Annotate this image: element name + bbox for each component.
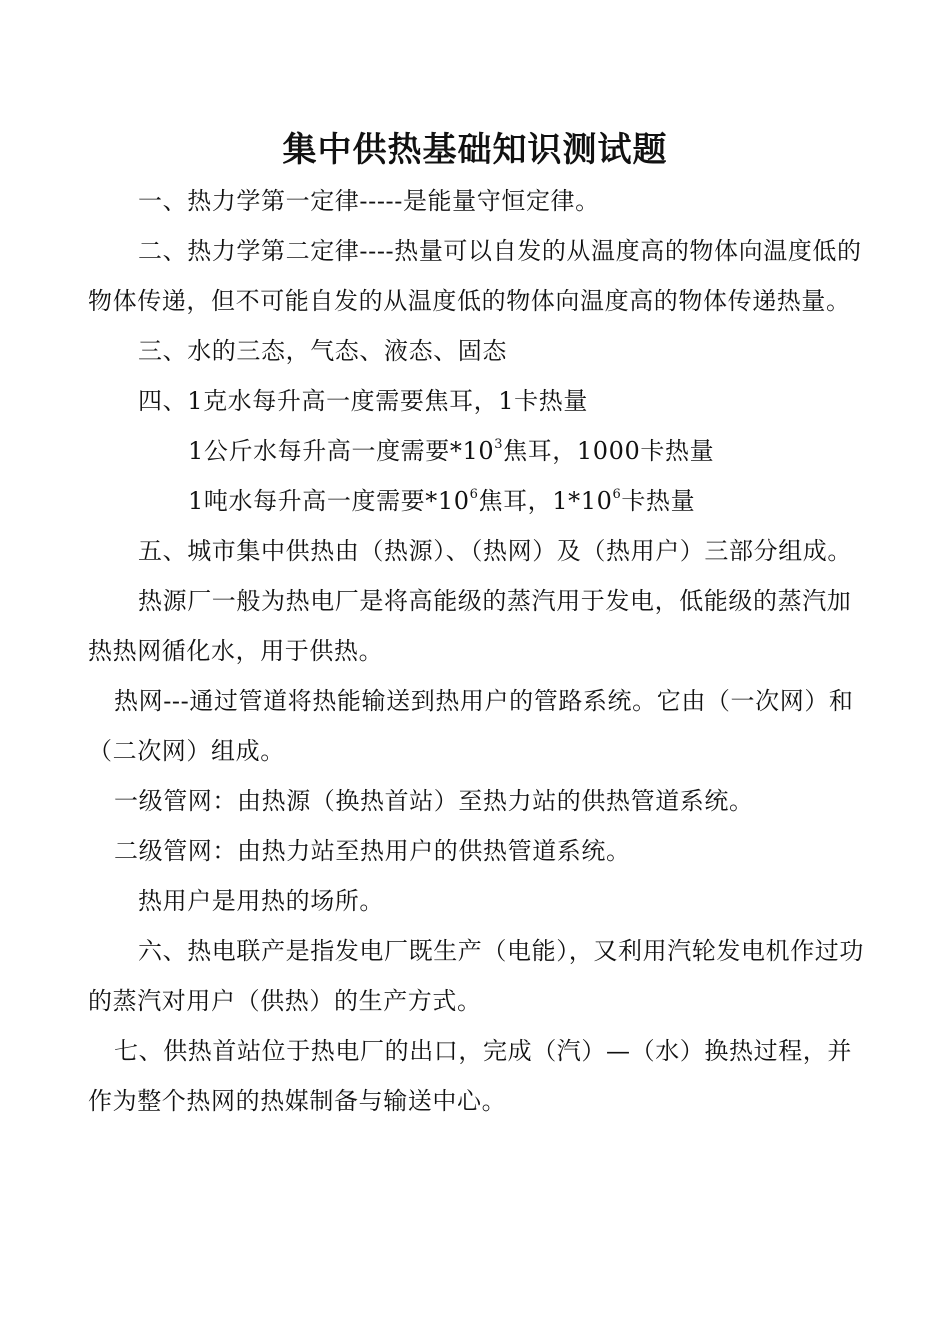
paragraph-heating-components: 五、城市集中供热由（热源）、（热网）及（热用户）三部分组成。 xyxy=(138,537,852,565)
paragraph-second-law: 二、热力学第二定律----热量可以自发的从温度高的物体向温度低的物体传递，但不可能自发的从温度低的物体向温度高的物体传递热量。 xyxy=(88,237,862,315)
paragraph-heat-source: 热源厂一般为热电厂是将高能级的蒸汽用于发电，低能级的蒸汽加热热网循化水，用于供热。 xyxy=(88,587,852,665)
ton-text-a: 1吨水每升高一度需要*10 xyxy=(188,487,470,515)
paragraph-primary-network: 一级管网：由热源（换热首站）至热力站的供热管道系统。 xyxy=(114,787,754,815)
paragraph-kilogram-heat xyxy=(88,426,868,476)
ton-text-c: 卡热量 xyxy=(621,487,696,515)
paragraph-cogeneration: 六、热电联产是指发电厂既生产（电能），又利用汽轮发电机作过功的蒸汽对用户（供热）的生产方式。 xyxy=(88,937,864,1015)
kilogram-text-a: 1公斤水每升高一度需要*10 xyxy=(188,437,495,465)
kilogram-text-b: 焦耳，1000卡热量 xyxy=(503,437,715,465)
ton-text-b: 焦耳，1*10 xyxy=(478,487,613,515)
paragraph-gram-heat: 四、1克水每升高一度需要焦耳，1卡热量 xyxy=(138,387,588,415)
paragraph-secondary-network: 二级管网：由热力站至热用户的供热管道系统。 xyxy=(114,837,631,865)
document-title: 集中供热基础知识测试题 xyxy=(282,130,668,170)
paragraph-heat-network: 热网---通过管道将热能输送到热用户的管路系统。它由（一次网）和（二次网）组成。 xyxy=(88,687,854,765)
document-body xyxy=(88,176,868,1126)
paragraph-first-station: 七、供热首站位于热电厂的出口，完成（汽）—（水）换热过程，并作为整个热网的热媒制备与输送中心。 xyxy=(88,1037,852,1115)
ton-exponent-1: 6 xyxy=(469,487,479,502)
paragraph-ton-heat xyxy=(88,476,868,526)
ton-exponent-2: 6 xyxy=(612,487,622,502)
paragraph-heat-user: 热用户是用热的场所。 xyxy=(138,887,384,915)
kilogram-exponent: 3 xyxy=(494,437,504,452)
paragraph-water-states: 三、水的三态，气态、液态、固态 xyxy=(138,337,507,365)
paragraph-first-law: 一、热力学第一定律-----是能量守恒定律。 xyxy=(138,187,600,215)
